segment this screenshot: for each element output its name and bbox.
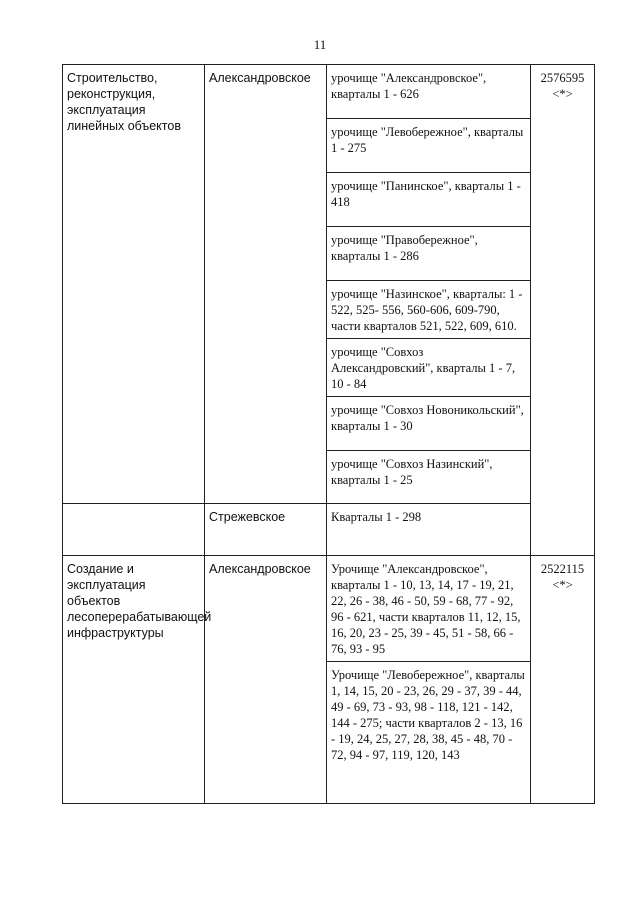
area-code: 2576595 — [540, 71, 585, 85]
footnote-marker: <*> — [552, 578, 573, 592]
forestry-cell: Александровское — [205, 556, 327, 804]
code-cell — [531, 65, 595, 556]
forestry-cell: Александровское — [205, 65, 327, 504]
land-use-table — [62, 64, 595, 804]
area-code: 2522115 — [540, 562, 585, 576]
table-row — [63, 556, 595, 662]
table-row — [63, 504, 595, 556]
code-cell — [531, 556, 595, 804]
quarters-cell: урочище "Левобережное", кварталы 1 - 275 — [327, 119, 531, 173]
quarters-cell: Урочище "Левобережное", кварталы 1, 14, 15, 20 - 23, 26, 29 - 37, 39 - 44, 49 - 69, 73 - 93, 98 - 118, 121 - 142, 144 - 275; части кварталов 2 - 13, 16 - 19, 24, 25, 27, 28, 38, 45 - 48, 70 - 72, 94 - 97, 119, 120, 143 — [327, 662, 531, 804]
quarters-cell: урочище "Совхоз Назинский", кварталы 1 - 25 — [327, 451, 531, 504]
quarters-cell: урочище "Совхоз Александровский", кварталы 1 - 7, 10 - 84 — [327, 339, 531, 397]
table-row — [63, 65, 595, 119]
quarters-cell: урочище "Совхоз Новоникольский", кварталы 1 - 30 — [327, 397, 531, 451]
quarters-cell: урочище "Панинское", кварталы 1 - 418 — [327, 173, 531, 227]
quarters-cell: урочище "Назинское", кварталы: 1 - 522, 525- 556, 560-606, 609-790, части кварталов 521, 522, 609, 610. — [327, 281, 531, 339]
forestry-cell: Стрежевское — [205, 504, 327, 556]
quarters-cell: Урочище "Александровское", кварталы 1 - 10, 13, 14, 17 - 19, 21, 22, 26 - 38, 46 - 50, 59 - 68, 77 - 92, 96 - 621, части кварталов 11, 12, 15, 16, 20, 23 - 25, 39 - 45, 51 - 58, 66 - 76, 93 - 95 — [327, 556, 531, 662]
quarters-cell: урочище "Правобережное", кварталы 1 - 286 — [327, 227, 531, 281]
quarters-cell: урочище "Александровское", кварталы 1 - 626 — [327, 65, 531, 119]
footnote-marker: <*> — [552, 87, 573, 101]
page-number: 11 — [313, 37, 327, 52]
activity-cell: Строительство, реконструкция, эксплуатация линейных объектов — [63, 65, 205, 504]
empty-activity-cell — [63, 504, 205, 556]
quarters-cell: Кварталы 1 - 298 — [327, 504, 531, 556]
activity-cell: Создание и эксплуатация объектов лесоперерабатывающей инфраструктуры — [63, 556, 205, 804]
